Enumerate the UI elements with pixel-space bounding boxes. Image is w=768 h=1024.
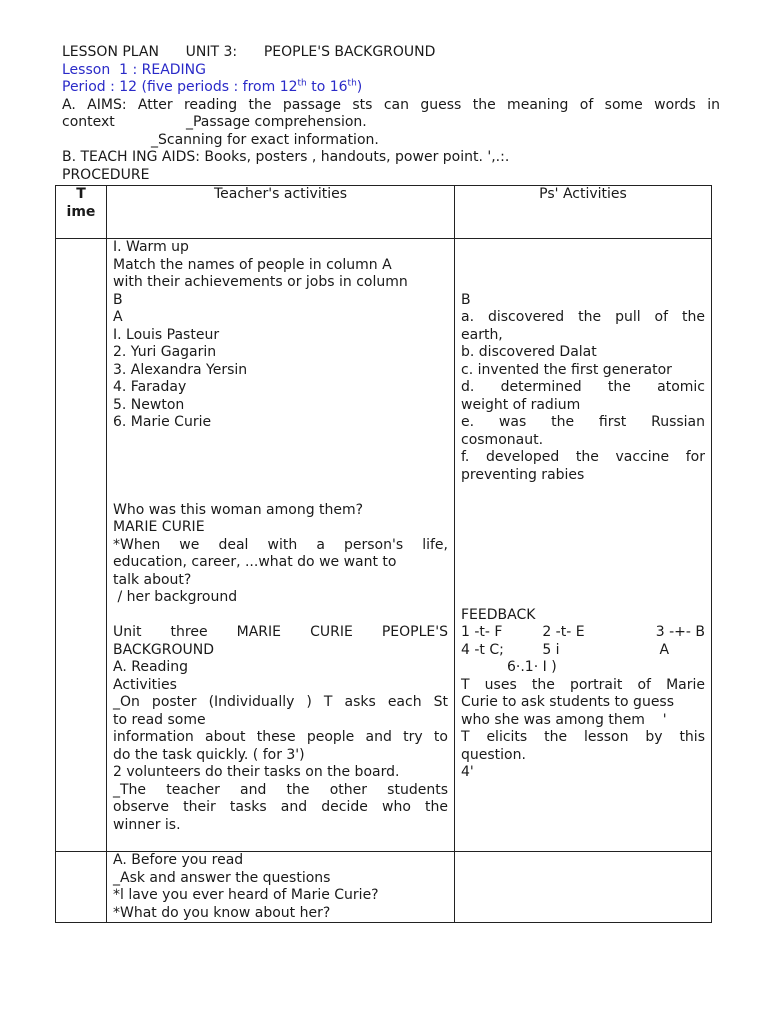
period-line: Period : 12 (five periods : from 12th to 16th)	[62, 78, 363, 95]
activities-block: Unit three MARIE CURIE PEOPLE'S BACKGROUND A. Reading Activities _On poster (Individually ) T asks each St to read some information about these people and try to do the task quickly. ( for 3') 2 volunteers do their tasks on the board. _The teacher and the other students observe their tasks and decide who the winner is.	[113, 624, 448, 833]
teaching-aids-line: B. TEACH ING AIDS: Books, posters , handouts, power point. ',.:.	[62, 149, 510, 165]
ps-header: Ps' Activities	[455, 186, 712, 239]
lesson-header	[62, 44, 720, 184]
question-block: Who was this woman among them? MARIE CURIE *When we deal with a person's life, education, career, ...what do we want to talk about? / her background	[113, 501, 448, 605]
lesson-line: Lesson 1 : READING	[62, 61, 206, 78]
procedure-label: PROCEDURE	[62, 166, 150, 183]
time-cell	[56, 239, 107, 852]
ps-cell	[455, 852, 712, 923]
table-row	[56, 852, 712, 923]
teacher-cell	[107, 239, 455, 852]
table-header-row	[56, 186, 712, 239]
feedback-block: FEEDBACK 1 -t- F 2 -t- E 3 -+- B 4 -t C; 5 i A 6·.1· I ) T uses the portrait of Marie Curie to ask students to guess who she was among them ' T elicits the lesson by this question. 4'	[461, 606, 705, 780]
ps-cell	[455, 239, 712, 852]
warm-up-block: I. Warm up Match the names of people in column A with their achievements or jobs in column B A I. Louis Pasteur 2. Yuri Gagarin 3. Alexandra Yersin 4. Faraday 5. Newton 6. Marie Curie	[113, 239, 408, 430]
aims-line: A. AIMS: Atter reading the passage sts can guess the meaning of some words in	[62, 96, 720, 113]
aims-line-2: context _Passage comprehension.	[62, 114, 367, 130]
aims-line-3: _Scanning for exact information.	[62, 131, 379, 148]
title-line: LESSON PLAN UNIT 3: PEOPLE'S BACKGROUND	[62, 44, 436, 60]
answers-block: B a. discovered the pull of the earth, b. discovered Dalat c. invented the first generator d. determined the atomic weight of radium e. was the first Russian cosmonaut. f. developed the vaccine for preventing rabies	[461, 291, 705, 483]
table-row	[56, 239, 712, 852]
teacher-cell: A. Before you read _Ask and answer the questions *l lave you ever heard of Marie Curie? *What do you know about her?	[107, 852, 455, 923]
time-header: T ime	[56, 186, 107, 239]
time-cell	[56, 852, 107, 923]
teacher-header: Teacher's activities	[107, 186, 455, 239]
procedure-table	[55, 185, 712, 923]
